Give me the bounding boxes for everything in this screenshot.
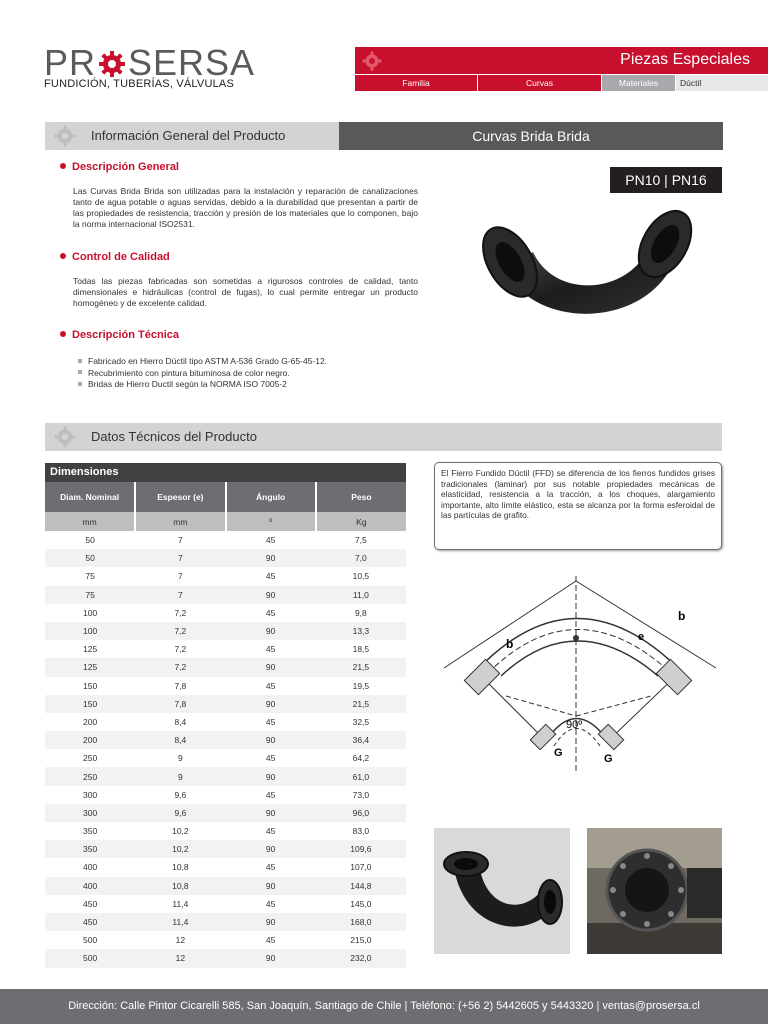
table-cell: 9,8 [316,604,406,622]
table-cell: 7 [135,586,225,604]
breadcrumb-ductil[interactable]: Dúctil [676,75,768,91]
table-cell: 125 [45,658,135,676]
table-cell: 45 [226,713,316,731]
table-cell: 250 [45,767,135,785]
table-cell: 90 [226,549,316,567]
gear-icon [97,49,127,79]
info-box: El Fierro Fundido Dúctil (FFD) se diferencia de los fierros fundidos grises tradicionales (laminar) por sus notable propiedades mecánicas de elasticidad, resistencia a la tracción, a los choques, alargamiento importante, alto límite elástico, esta se alcanza por la forma esferoidal de las partículas de grafito. [434,462,722,550]
unit-cell: Kg [316,512,406,531]
table-cell: 10,8 [135,877,225,895]
table-row [45,567,406,585]
table-row [45,822,406,840]
table-cell: 144,8 [316,877,406,895]
diagram-label-b-right: b [678,609,686,623]
table-cell: 7 [135,567,225,585]
table-cell: 9 [135,767,225,785]
table-cell: 32,5 [316,713,406,731]
dimensions-table [45,463,406,968]
table-cell: 90 [226,913,316,931]
table-cell: 7,2 [135,604,225,622]
table-cell: 9,6 [135,786,225,804]
table-row [45,949,406,967]
table-cell: 61,0 [316,767,406,785]
table-cell: 10,5 [316,567,406,585]
product-title: Curvas Brida Brida [472,128,590,144]
table-cell: 7,2 [135,640,225,658]
table-cell: 450 [45,895,135,913]
table-cell: 45 [226,895,316,913]
table-cell: 45 [226,677,316,695]
brand-name-part1: PR [44,42,97,83]
table-cell: 232,0 [316,949,406,967]
table-cell: 96,0 [316,804,406,822]
brand-wordmark [44,42,256,83]
table-cell: 9,6 [135,804,225,822]
table-cell: 150 [45,677,135,695]
table-cell: 7 [135,549,225,567]
unit-cell: º [226,512,316,531]
table-cell: 11,0 [316,586,406,604]
table-row [45,549,406,567]
list-item: Fabricado en Hierro Dúctil tipo ASTM A-536 Grado G-65-45-12. [78,356,327,368]
table-cell: 50 [45,531,135,549]
technical-diagram [436,576,726,776]
table-cell: 75 [45,586,135,604]
section-header-tech-data [45,423,722,451]
table-cell: 7,8 [135,677,225,695]
unit-cell: mm [45,512,135,531]
table-cell: 500 [45,949,135,967]
table-cell: 12 [135,949,225,967]
table-cell: 7,0 [316,549,406,567]
table-cell: 45 [226,567,316,585]
table-cell: 215,0 [316,931,406,949]
table-row [45,640,406,658]
table-header-row [45,482,406,512]
table-row [45,713,406,731]
brand-tagline: FUNDICIÓN, TUBERÍAS, VÁLVULAS [44,78,234,90]
table-cell: 150 [45,695,135,713]
table-cell: 450 [45,913,135,931]
desc-heading: Descripción General [60,161,179,173]
table-cell: 100 [45,622,135,640]
table-cell: 45 [226,640,316,658]
table-cell: 9 [135,749,225,767]
tech-heading: Descripción Técnica [60,329,179,341]
table-cell: 73,0 [316,786,406,804]
table-row [45,749,406,767]
table-cell: 21,5 [316,695,406,713]
section-title: Datos Técnicos del Producto [91,429,257,444]
table-cell: 64,2 [316,749,406,767]
table-cell: 250 [45,749,135,767]
table-row [45,913,406,931]
diagram-label-g-right: G [604,753,613,765]
table-row [45,895,406,913]
product-photo [465,200,723,340]
table-cell: 300 [45,804,135,822]
table-row [45,731,406,749]
table-cell: 90 [226,695,316,713]
table-cell: 90 [226,949,316,967]
table-cell: 13,3 [316,622,406,640]
table-cell: 8,4 [135,713,225,731]
table-title: Dimensiones [45,463,406,482]
column-header: Diam. Nominal [45,482,135,512]
table-cell: 19,5 [316,677,406,695]
table-cell: 125 [45,640,135,658]
table-cell: 7,8 [135,695,225,713]
table-row [45,622,406,640]
table-row [45,804,406,822]
table-cell: 90 [226,840,316,858]
table-row [45,931,406,949]
table-cell: 90 [226,877,316,895]
table-cell: 90 [226,586,316,604]
table-cell: 45 [226,858,316,876]
table-cell: 45 [226,786,316,804]
table-cell: 90 [226,731,316,749]
table-cell: 45 [226,749,316,767]
footer-contact: Dirección: Calle Pintor Cicarelli 585, San Joaquín, Santiago de Chile | Teléfono: (+56 2) 5442605 y 5443320 | ventas@prosersa.cl [0,989,768,1024]
table-cell: 7,5 [316,531,406,549]
table-row [45,767,406,785]
table-cell: 83,0 [316,822,406,840]
table-cell: 50 [45,549,135,567]
tech-list [78,356,327,391]
gear-icon [53,425,77,449]
list-item: Recubrimiento con pintura bituminosa de color negro. [78,368,327,380]
table-cell: 300 [45,786,135,804]
table-row [45,877,406,895]
table-units-row [45,512,406,531]
table-cell: 12 [135,931,225,949]
table-cell: 11,4 [135,913,225,931]
unit-cell: mm [135,512,225,531]
table-cell: 21,5 [316,658,406,676]
table-row [45,858,406,876]
table-cell: 11,4 [135,895,225,913]
table [45,482,406,968]
product-photo-elbow [434,828,570,954]
product-title-bar [339,122,723,150]
list-item: Bridas de Hierro Ductil según la NORMA ISO 7005-2 [78,379,327,391]
table-cell: 350 [45,840,135,858]
column-header: Ángulo [226,482,316,512]
breadcrumb [355,75,768,91]
table-cell: 350 [45,822,135,840]
table-row [45,604,406,622]
diagram-label-angle: 90º [566,719,583,731]
table-cell: 200 [45,713,135,731]
pressure-rating-badge: PN10 | PN16 [610,167,722,193]
table-cell: 36,4 [316,731,406,749]
gear-icon [361,50,383,72]
diagram-label-b-left: b [506,637,514,651]
breadcrumb-curvas[interactable]: Curvas [478,75,601,91]
table-cell: 7,2 [135,622,225,640]
diagram-label-g-left: G [554,747,563,759]
table-cell: 109,6 [316,840,406,858]
table-cell: 45 [226,604,316,622]
table-cell: 90 [226,767,316,785]
breadcrumb-familia[interactable]: Familia [355,75,477,91]
column-header: Espesor (e) [135,482,225,512]
table-cell: 8,4 [135,731,225,749]
qc-heading: Control de Calidad [60,251,170,263]
table-cell: 168,0 [316,913,406,931]
breadcrumb-materiales[interactable]: Materiales [602,75,675,91]
column-header: Peso [316,482,406,512]
table-cell: 18,5 [316,640,406,658]
table-row [45,786,406,804]
diagram-label-e: e [638,631,645,643]
table-cell: 400 [45,858,135,876]
desc-text: Las Curvas Brida Brida son utilizadas para la instalación y reparación de canalizaciones tanto de agua potable o aguas servidas, debido a la durabilidad que presentan a partir de las propiedades de resistencia, tracción y presión de los materiales que lo componen, bajo la norma internacional ISO2531. [73,186,418,229]
table-cell: 7 [135,531,225,549]
table-cell: 10,8 [135,858,225,876]
table-row [45,677,406,695]
table-cell: 90 [226,658,316,676]
banner-title: Piezas Especiales [620,51,750,68]
table-cell: 400 [45,877,135,895]
table-row [45,586,406,604]
table-cell: 10,2 [135,840,225,858]
gear-icon [53,124,77,148]
table-cell: 145,0 [316,895,406,913]
table-body [45,531,406,968]
table-cell: 45 [226,822,316,840]
table-row [45,531,406,549]
table-row [45,658,406,676]
table-row [45,840,406,858]
table-cell: 107,0 [316,858,406,876]
category-banner [355,47,768,74]
table-cell: 200 [45,731,135,749]
product-photo-installed [587,828,722,954]
section-title: Información General del Producto [91,128,286,143]
table-cell: 75 [45,567,135,585]
table-cell: 10,2 [135,822,225,840]
table-row [45,695,406,713]
table-cell: 45 [226,531,316,549]
table-cell: 90 [226,804,316,822]
table-cell: 7,2 [135,658,225,676]
qc-text: Todas las piezas fabricadas son sometidas a rigurosos controles de calidad, tanto dimensionales e hidráulicas (control de fugas), lo cual permite entregar un producto homogéneo y de excelente calidad. [73,276,418,308]
table-cell: 45 [226,931,316,949]
table-cell: 500 [45,931,135,949]
brand-name-part2: SERSA [128,42,256,83]
section-header-general-info [45,122,339,150]
table-cell: 100 [45,604,135,622]
table-cell: 90 [226,622,316,640]
